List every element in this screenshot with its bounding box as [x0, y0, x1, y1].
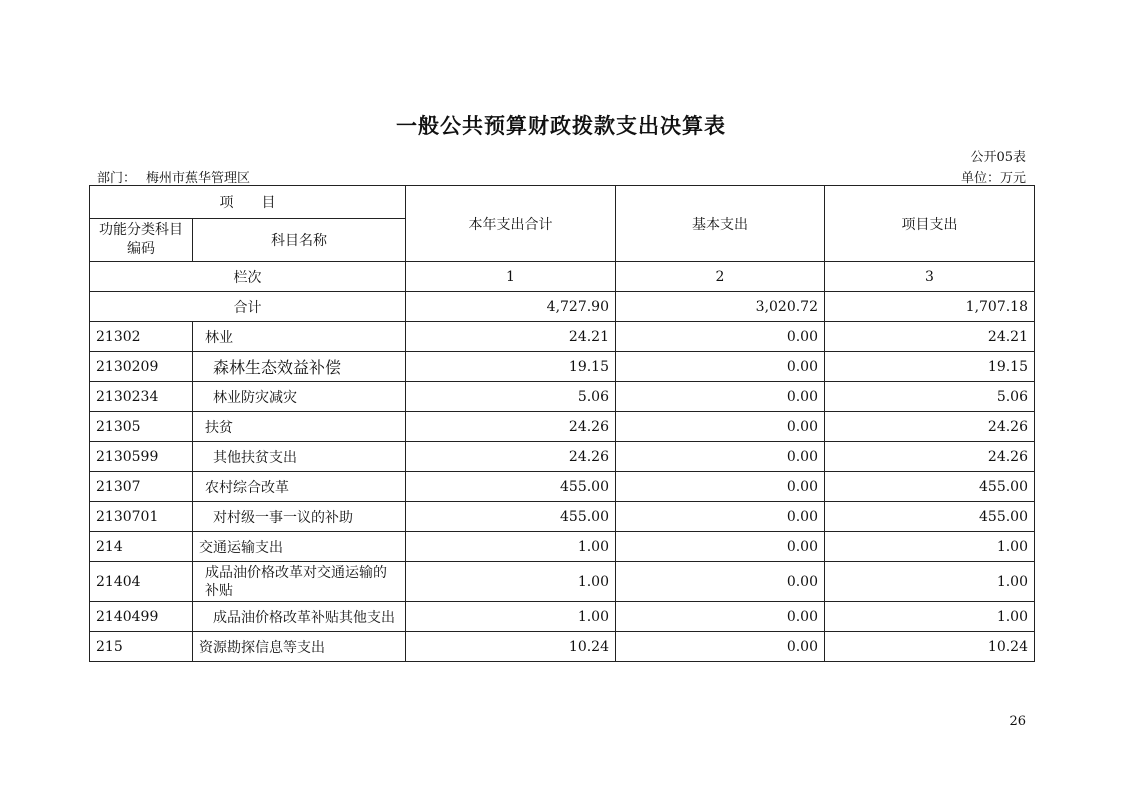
row-code: 21404 [90, 562, 193, 602]
header-name: 科目名称 [193, 219, 406, 262]
row-basic: 0.00 [616, 532, 825, 562]
header-item: 项 目 [90, 186, 406, 219]
row-total: 24.26 [406, 442, 616, 472]
row-name: 农村综合改革 [193, 472, 406, 502]
row-basic: 0.00 [616, 352, 825, 382]
row-name: 扶贫 [193, 412, 406, 442]
row-project: 455.00 [825, 502, 1035, 532]
row-name: 其他扶贫支出 [193, 442, 406, 472]
column-number-2: 2 [616, 262, 825, 292]
total-row-total: 4,727.90 [406, 292, 616, 322]
column-label: 栏次 [90, 262, 406, 292]
table-row [90, 532, 1035, 562]
table-row [90, 322, 1035, 352]
header-code: 功能分类科目编码 [90, 219, 193, 262]
row-code: 2130701 [90, 502, 193, 532]
row-code: 2130234 [90, 382, 193, 412]
row-total: 24.26 [406, 412, 616, 442]
unit-label: 单位：万元 [960, 171, 1026, 186]
row-total: 455.00 [406, 502, 616, 532]
row-project: 5.06 [825, 382, 1035, 412]
row-project: 24.26 [825, 412, 1035, 442]
row-project: 24.21 [825, 322, 1035, 352]
row-total: 5.06 [406, 382, 616, 412]
table-row [90, 602, 1035, 632]
table-row [90, 352, 1035, 382]
row-basic: 0.00 [616, 632, 825, 662]
row-project: 1.00 [825, 602, 1035, 632]
row-name: 林业 [193, 322, 406, 352]
row-basic: 0.00 [616, 502, 825, 532]
department-line [97, 167, 250, 186]
row-total: 24.21 [406, 322, 616, 352]
row-total: 1.00 [406, 562, 616, 602]
row-basic: 0.00 [616, 602, 825, 632]
row-code: 214 [90, 532, 193, 562]
row-code: 215 [90, 632, 193, 662]
row-code: 2140499 [90, 602, 193, 632]
header-basic: 基本支出 [616, 186, 825, 262]
header-total: 本年支出合计 [406, 186, 616, 262]
table-row [90, 382, 1035, 412]
row-code: 21305 [90, 412, 193, 442]
table-row [90, 562, 1035, 602]
table-row [90, 632, 1035, 662]
row-total: 1.00 [406, 532, 616, 562]
header-project: 项目支出 [825, 186, 1035, 262]
row-name: 林业防灾减灾 [193, 382, 406, 412]
row-name: 资源勘探信息等支出 [193, 632, 406, 662]
row-project: 10.24 [825, 632, 1035, 662]
page-title: 一般公共预算财政拨款支出决算表 [396, 113, 726, 138]
table-row [90, 442, 1035, 472]
expenditure-table [89, 185, 1035, 662]
row-name: 交通运输支出 [193, 532, 406, 562]
row-code: 2130209 [90, 352, 193, 382]
row-basic: 0.00 [616, 472, 825, 502]
table-row [90, 472, 1035, 502]
row-name: 成品油价格改革对交通运输的补贴 [193, 562, 406, 602]
row-code: 21302 [90, 322, 193, 352]
row-total: 455.00 [406, 472, 616, 502]
row-basic: 0.00 [616, 562, 825, 602]
row-name: 森林生态效益补偿 [193, 352, 406, 382]
row-name: 成品油价格改革补贴其他支出 [193, 602, 406, 632]
total-row-project: 1,707.18 [825, 292, 1035, 322]
row-project: 19.15 [825, 352, 1035, 382]
row-basic: 0.00 [616, 412, 825, 442]
column-number-3: 3 [825, 262, 1035, 292]
row-total: 19.15 [406, 352, 616, 382]
column-number-1: 1 [406, 262, 616, 292]
row-project: 1.00 [825, 562, 1035, 602]
page-number: 26 [1009, 714, 1026, 729]
row-project: 1.00 [825, 532, 1035, 562]
row-total: 10.24 [406, 632, 616, 662]
row-basic: 0.00 [616, 442, 825, 472]
row-code: 2130599 [90, 442, 193, 472]
row-basic: 0.00 [616, 322, 825, 352]
total-row-basic: 3,020.72 [616, 292, 825, 322]
table-number: 公开05表 [970, 150, 1026, 165]
row-project: 24.26 [825, 442, 1035, 472]
row-project: 455.00 [825, 472, 1035, 502]
table-row [90, 502, 1035, 532]
row-name: 对村级一事一议的补助 [193, 502, 406, 532]
row-basic: 0.00 [616, 382, 825, 412]
table-row [90, 412, 1035, 442]
row-total: 1.00 [406, 602, 616, 632]
row-code: 21307 [90, 472, 193, 502]
department-label: 部门： [97, 171, 137, 186]
department-name: 梅州市蕉华管理区 [146, 171, 251, 186]
total-row-label: 合计 [90, 292, 406, 322]
